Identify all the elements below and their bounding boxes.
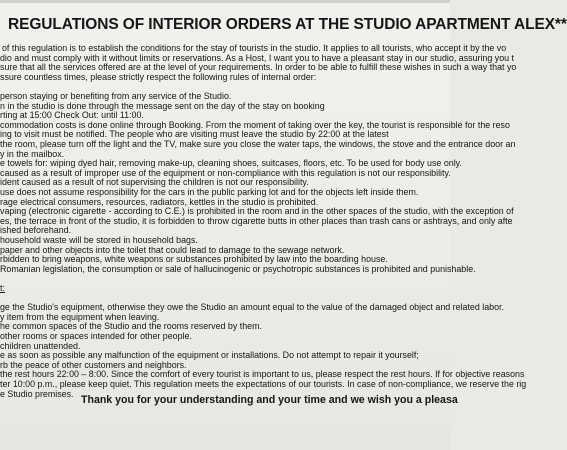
regulation-line: caused as a result of improper use of the equipment or non-compliance with this regulation is not our responsibility.	[0, 167, 451, 178]
regulation-line: children unattended.	[0, 340, 81, 351]
regulation-line: rting at 15:00 Check Out: until 11:00.	[0, 110, 144, 121]
regulation-line: commodation costs is done online through Booking. From the moment of taking over the key, the tourist is responsible for the reso	[0, 119, 510, 130]
regulation-line: Romanian legislation, the consumption or sale of hallucinogenic or psychotropic substances is prohibited and punishable.	[0, 263, 476, 274]
regulation-line: ge the Studio's equipment, otherwise they owe the Studio an amount equal to the value of the damaged object and related labor.	[0, 302, 504, 313]
regulation-line: n in the studio is done through the message sent on the day of the stay on booking	[0, 100, 325, 111]
regulation-line: dio and must comply with it without limits or reservations. As a Host, I want you to have a pleasant stay in our studio, assuring you t	[0, 52, 515, 63]
page-title: REGULATIONS OF INTERIOR ORDERS AT THE STUDIO APARTMENT ALEX**	[8, 16, 567, 33]
regulation-line: sure that all the services offered are at the level of your requirements. In order to be able to fulfill these wishes in such a way that yo	[0, 62, 517, 73]
regulation-line: vaping (electronic cigarette - according to C.E.) is prohibited in the room and in the other spaces of the studio, with the exception of	[0, 206, 514, 217]
regulation-line: ssure countless times, please strictly respect the following rules of internal order:	[0, 71, 317, 82]
regulation-line: y item from the equipment when leaving.	[0, 311, 160, 322]
regulation-line: the rest hours 22:00 – 8:00. Since the comfort of every tourist is important to us, please respect the rest hours. If for objective reasons	[0, 369, 525, 380]
regulation-line: rbidden to bring weapons, white weapons or substances prohibited by law into the boarding house.	[0, 254, 388, 265]
regulation-line: t:	[0, 283, 5, 293]
regulation-line: ing to visit must be notified. The people who are visiting must leave the studio by 22:00 at the latest	[0, 129, 389, 140]
regulation-line: paper and other objects into the toilet that could lead to damage to the sewage network.	[0, 244, 345, 255]
regulation-line: e as soon as possible any malfunction of the equipment or installations. Do not attempt to repair it yourself;	[0, 350, 419, 361]
regulation-line: the room, please turn off the light and the TV, make sure you close the water taps, the windows, the stove and the entrance door an	[0, 139, 516, 149]
regulation-line: rb the peace of other customers and neighbors.	[0, 359, 187, 370]
regulation-line: use does not assume responsibility for the cars in the public parking lot and for the objects left inside them.	[0, 187, 419, 197]
regulation-line: rage electrical consumers, resources, radiators, kettles in the studio is prohibited.	[0, 196, 319, 207]
regulation-line: household waste will be stored in household bags.	[0, 235, 198, 245]
regulation-line: of this regulation is to establish the conditions for the stay of tourists in the studio. It applies to all tourists, who accept it by the vo	[2, 43, 507, 53]
regulation-line: e towels for: wiping dyed hair, removing make-up, cleaning shoes, suitcases, floors, etc. To be used for body use only.	[0, 158, 462, 169]
sheet-top-edge	[0, 0, 450, 3]
regulation-line: other rooms or spaces intended for other people.	[0, 331, 192, 341]
regulation-line: y in the mailbox.	[0, 148, 65, 159]
regulation-line: he common spaces of the Studio and the rooms reserved by them.	[0, 321, 262, 332]
closing-note: Thank you for your understanding and your time and we wish you a pleasa	[81, 394, 458, 406]
regulation-line: ished beforehand.	[0, 225, 72, 236]
regulation-line: ident caused as a result of not supervising the children is not our responsibility.	[0, 177, 309, 188]
regulation-line: es, the terrace in front of the studio, it is forbidden to throw cigarette butts in other places than trash cans or ashtrays, and only afte	[0, 215, 513, 226]
regulation-line: person staying or benefiting from any service of the Studio.	[0, 91, 232, 101]
regulation-line: ter 10:00 p.m., please keep quiet. This regulation meets the expectations of our tourists. In case of non-compliance, we reserve the rig	[0, 379, 527, 389]
regulation-line: e Studio premises.	[0, 388, 74, 399]
